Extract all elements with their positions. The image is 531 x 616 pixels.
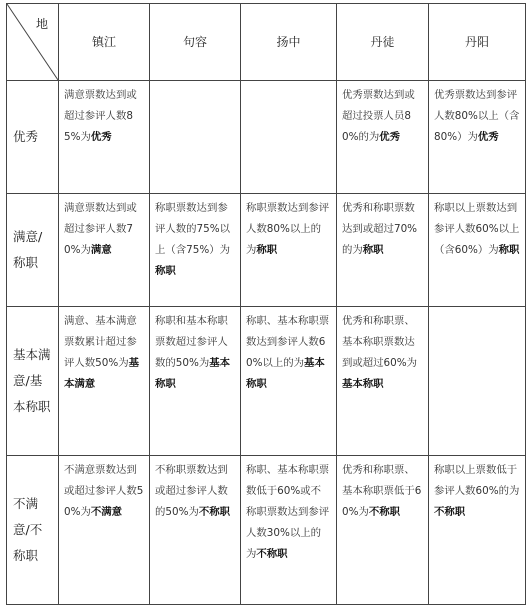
rating-label: 不称职 — [256, 548, 288, 560]
row-header: 基本满意/基本称职 — [7, 307, 59, 456]
cell-jurong — [150, 456, 241, 605]
column-header-yangzhong: 扬中 — [241, 4, 337, 81]
rating-label: 称职 — [155, 265, 176, 277]
criteria-text: 优秀和称职票、基本称职票低于60%为 — [342, 464, 422, 518]
cell-yangzhong — [241, 194, 337, 307]
criteria-text: 称职以上票数达到参评人数60%以上（含60%）为 — [434, 202, 520, 256]
criteria-text: 称职票数达到参评人数80%以上的为 — [246, 202, 330, 256]
cell-yangzhong — [241, 456, 337, 605]
rating-label: 基本称职 — [155, 357, 231, 390]
criteria-text: 满意、基本满意票数累计超过参评人数50%为 — [64, 315, 137, 369]
rating-label: 优秀 — [90, 131, 112, 143]
cell-jurong — [150, 307, 241, 456]
table-row — [7, 81, 526, 194]
cell-zhenjiang — [59, 81, 150, 194]
rating-label: 满意 — [90, 244, 112, 256]
rating-label: 优秀 — [477, 131, 499, 143]
table-row — [7, 456, 526, 605]
cell-jurong — [150, 81, 241, 194]
column-header-danyang: 丹阳 — [429, 4, 526, 81]
corner-label: 地 — [36, 17, 49, 31]
rating-label: 基本称职 — [246, 357, 325, 390]
cell-dantu — [337, 307, 429, 456]
cell-dantu — [337, 194, 429, 307]
table-row — [7, 194, 526, 307]
criteria-text: 满意票数达到或超过参评人数70%为 — [64, 202, 137, 256]
column-header-dantu: 丹徒 — [337, 4, 429, 81]
rating-label: 称职 — [256, 244, 278, 256]
rating-label: 优秀 — [379, 131, 401, 143]
criteria-text: 优秀票数达到或超过投票人员80%的为 — [342, 89, 415, 143]
cell-zhenjiang — [59, 307, 150, 456]
criteria-text: 称职、基本称职票数低于60%或不称职票数达到参评人数30%以上的为 — [246, 464, 330, 560]
rating-label: 基本满意 — [64, 357, 140, 390]
column-header-zhenjiang: 镇江 — [59, 4, 150, 81]
criteria-text: 称职以上票数低于参评人数60%的为 — [434, 464, 520, 497]
rating-label: 不称职 — [434, 506, 466, 518]
cell-yangzhong — [241, 81, 337, 194]
cell-dantu — [337, 81, 429, 194]
row-header: 不满意/不称职 — [7, 456, 59, 605]
row-header: 优秀 — [7, 81, 59, 194]
column-header-jurong: 句容 — [150, 4, 241, 81]
rating-label: 不满意 — [90, 506, 123, 518]
header-row — [7, 4, 526, 81]
criteria-text: 优秀和称职票数达到或超过70%的为 — [342, 202, 418, 256]
cell-danyang — [429, 194, 526, 307]
cell-jurong — [150, 194, 241, 307]
criteria-text: 称职票数达到参评人数的75%以上（含75%）为 — [155, 202, 231, 256]
criteria-text: 满意票数达到或超过参评人数85%为 — [64, 89, 137, 143]
cell-dantu — [337, 456, 429, 605]
cell-danyang — [429, 456, 526, 605]
criteria-text: 称职和基本称职票数超过参评人数的50%为 — [155, 315, 228, 369]
cell-yangzhong — [241, 307, 337, 456]
rating-label: 称职 — [362, 244, 384, 256]
criteria-text: 优秀和称职票、基本称职票数达到或超过60%为 — [342, 315, 418, 369]
criteria-text: 称职、基本称职票数达到参评人数60%以上的为 — [246, 315, 330, 369]
row-header: 满意/称职 — [7, 194, 59, 307]
criteria-text: 不称职票数达到或超过参评人数的50%为 — [155, 464, 228, 518]
cell-zhenjiang — [59, 194, 150, 307]
rating-label: 不称职 — [368, 506, 401, 518]
diagonal-line — [7, 4, 58, 80]
cell-danyang — [429, 307, 526, 456]
table-body — [7, 81, 526, 605]
criteria-text: 优秀票数达到参评人数80%以上（含80%）为 — [434, 89, 520, 143]
cell-zhenjiang — [59, 456, 150, 605]
criteria-text: 不满意票数达到或超过参评人数50%为 — [64, 464, 144, 518]
cell-danyang — [429, 81, 526, 194]
rating-label: 称职 — [498, 244, 520, 256]
rating-label: 基本称职 — [342, 378, 384, 390]
corner-cell — [7, 4, 59, 81]
table-row — [7, 307, 526, 456]
evaluation-standards-table — [6, 3, 526, 605]
rating-label: 不称职 — [198, 506, 231, 518]
